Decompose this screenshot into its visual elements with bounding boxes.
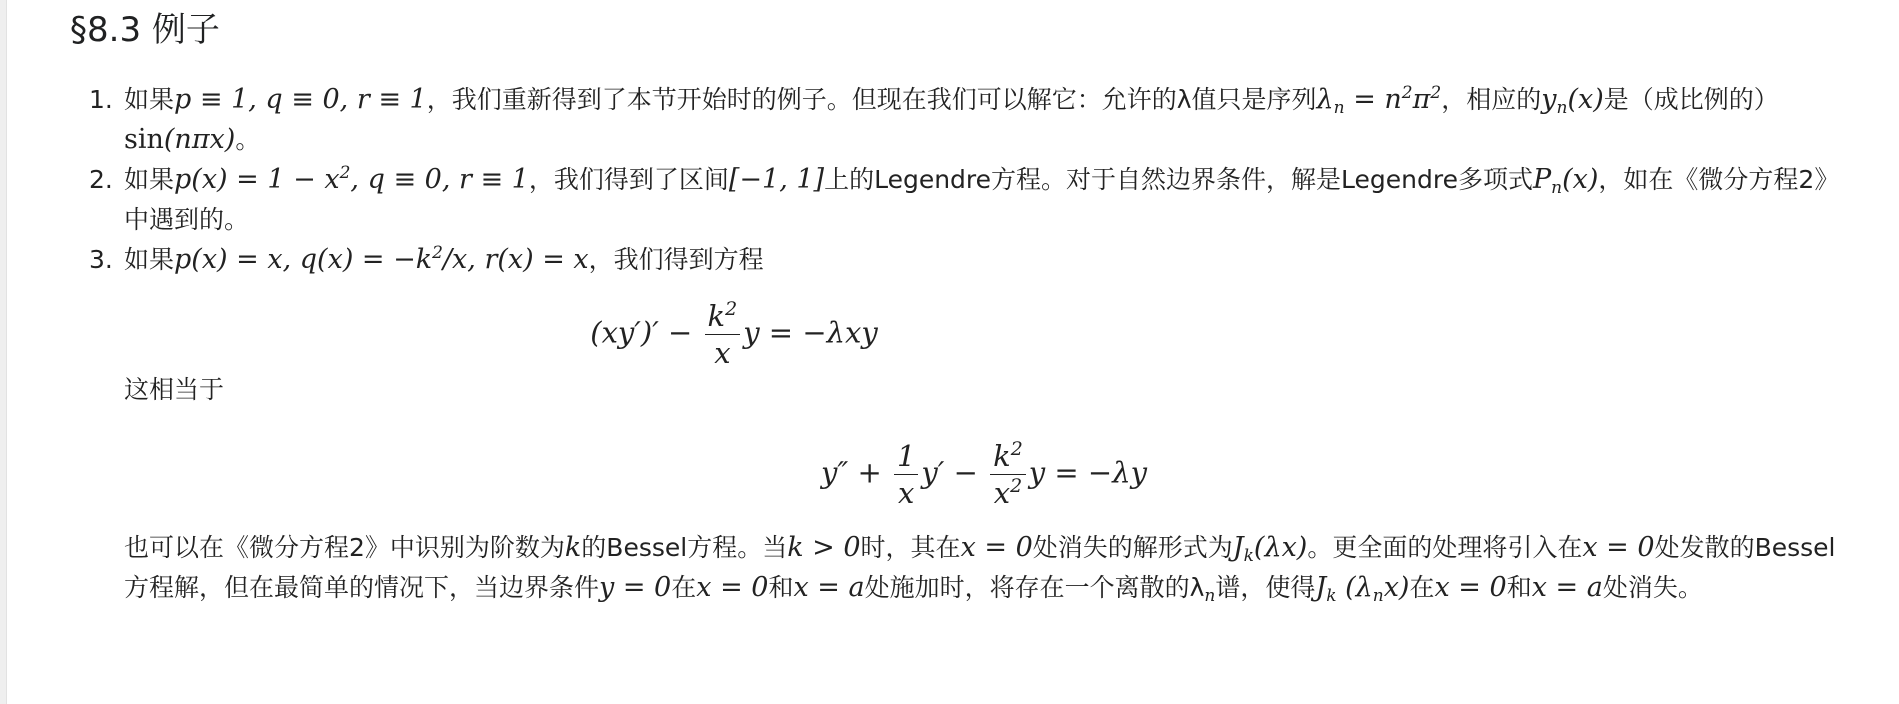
math-inline: p(x) = x, $q(x) = -k^2/x$, r(x) = x	[174, 243, 589, 275]
math-inline: sin(nπx)	[124, 124, 236, 155]
page-left-edge	[0, 0, 7, 704]
paragraph-equivalent: 这相当于	[124, 375, 225, 404]
math-inline: $p(x) = 1 - x^2$, q ≡ 0, r ≡ 1	[174, 163, 529, 195]
text: ，我们得到了区间	[528, 165, 729, 194]
text: 是（成比例的）	[1603, 85, 1779, 114]
examples-list	[70, 80, 1844, 608]
text: ，我们得到方程	[588, 245, 764, 274]
fraction: $\frac{1}{x}$	[894, 440, 918, 509]
list-marker: 2.	[89, 165, 113, 194]
math-inline: p ≡ 1, q ≡ 0, r ≡ 1	[174, 84, 427, 115]
display-equation-1: (xy′)′ − $\frac{k^2}{x}$ y = −λxy	[590, 298, 878, 370]
text: 。	[235, 125, 261, 154]
text: 如果	[124, 165, 175, 194]
math-inline: $\lambda_n = n^2\pi^2$	[1316, 83, 1442, 118]
fraction: $\frac{k^2}{x^2}$	[990, 440, 1026, 509]
list-item-3	[89, 240, 1844, 608]
math-inline: [−1, 1]	[728, 164, 825, 195]
text: 如果	[124, 245, 175, 274]
text: ，如在《微分方程2》中遇到的。	[124, 165, 1840, 234]
paragraph-bessel: 也可以在《微分方程2》中识别为阶数为k的Bessel方程。当k > 0时，其在x = 0处消失的解形式为$J_k(\lambda x)$。更全面的处理将引入在x = 0处发散的Bessel方程解，但在最简单的情况下，当边界条件y = 0在x = 0和x = a处施加时，将存在一个离散的$\lambda_n$谱，使得$J_k$ $(\lambda_nx)$在x = 0和x = a处消失。	[124, 532, 1836, 606]
text: ，相应的	[1441, 85, 1542, 114]
fraction: $\frac{k^2}{x}$	[705, 300, 741, 369]
text: ，我们重新得到了本节开始时的例子。但现在我们可以解它：允许的λ值只是序列	[426, 85, 1317, 114]
list-marker: 3.	[89, 245, 113, 274]
text: 如果	[124, 85, 175, 114]
section-title: §8.3 例子	[70, 10, 220, 50]
list-item-2	[89, 160, 1844, 240]
math-inline: $y_n(x)$	[1541, 84, 1604, 118]
list-marker: 1.	[89, 85, 113, 114]
list-item-1	[89, 80, 1844, 160]
text: 上的Legendre方程。对于自然边界条件，解是Legendre多项式	[824, 165, 1533, 194]
math-inline: $P_n(x)$	[1532, 164, 1599, 198]
display-equation-2: y″ + $\frac{1}{x}$ y′ − $\frac{k^2}{x^2}$ y = −λy	[821, 438, 1147, 510]
